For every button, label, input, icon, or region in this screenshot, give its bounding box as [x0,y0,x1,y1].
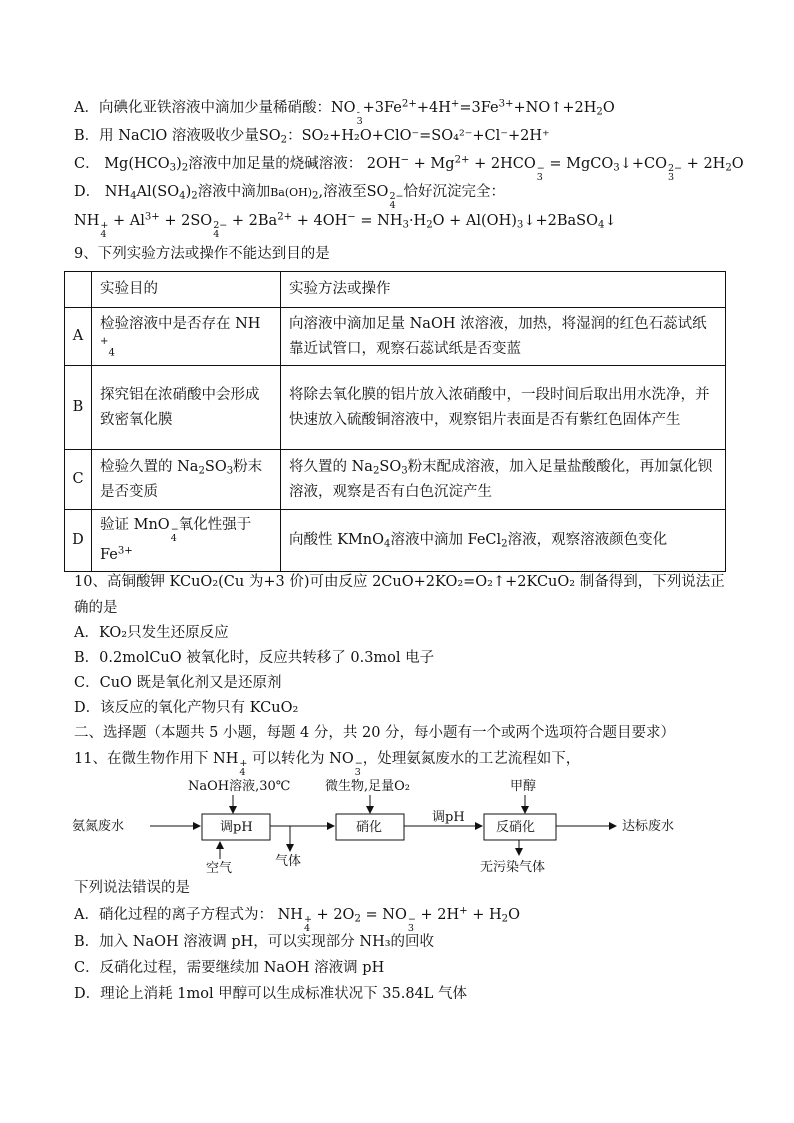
q10-stem-line1: 10、高铜酸钾 KCuO₂(Cu 为+3 价)可由反应 2CuO+2KO₂=O₂↑+2KCuO₂ 制备得到，下列说法正 [74,574,725,590]
table-row [65,450,726,510]
table-row [65,272,726,308]
q8-b-eq: ：SO₂+H₂O+ClO⁻=SO₄²⁻+Cl⁻+2H⁺ [287,128,550,144]
row-goal: 检验久置的 $Na_2SO_3$粉末是否变质 [92,450,281,510]
table-cell [65,272,92,308]
table-row [65,308,726,366]
row-method-pre: 将久置的 Na [289,458,373,475]
row-goal-post: 粉末是否变质 [100,458,263,500]
q11-option-b: B．加入 NaOH 溶液调 pH，可以实现部分 NH₃的回收 [74,934,435,950]
q11-stem-post: ，处理氨氮废水的工艺流程如下， [362,751,581,767]
row-label: C [65,450,92,510]
q8-d-text2: ,溶液至 [318,184,367,200]
flow-output-label: 达标废水 [622,819,675,834]
q11-flow-diagram [70,775,730,875]
q11-option-c: C．反硝化过程，需要继续加 NaOH 溶液调 pH [74,960,385,976]
flow-box-3-label: 反硝化 [496,820,536,835]
flow-top-label-3: 甲醇 [510,779,537,794]
row-method: 向酸性 KMnO$_4$溶液中滴加 FeCl$_2$溶液，观察溶液颜色变化 [281,510,726,572]
row-goal-pre: 验证 MnO [100,517,170,533]
row-method: 将久置的 $Na_2SO_3$粉末配成溶液，加入足量盐酸酸化，再加氯化钡溶液，观察是否有白色沉淀产生 [281,450,726,510]
row-method-post: 溶液，观察溶液颜色变化 [507,532,668,549]
q10-option-d: D．该反应的氧化产物只有 KCuO₂ [74,700,299,716]
row-goal: 探究铝在浓硝酸中会形成致密氧化膜 [92,366,281,450]
q11-option-a: A．硝化过程的离子方程式为： NH + 4 + $2O_2$ = NO − 3 + $2H^+ + H_2O$ [74,905,520,934]
q10-option-a: A．KO₂只发生还原反应 [74,625,229,641]
row-goal-pre: 检验久置的 Na [100,458,199,475]
q8-option-c: C． $Mg(HCO_3)_2$溶液中加足量的烧碱溶液： $2OH^- + Mg^{2+} + 2HCO$ − 3 = MgCO$_3$↓+CO 2− 3 + $2H_2O$ [74,154,744,183]
flow-bottom-label-air: 空气 [206,861,233,875]
q9-stem: 9、下列实验方法或操作不能达到目的是 [74,246,330,262]
q11-after-diagram: 下列说法错误的是 [74,880,190,896]
q10-option-c: C．CuO 既是氧化剂又是还原剂 [74,675,282,691]
q10-option-b: B．0.2molCuO 被氧化时，反应共转移了 0.3mol 电子 [74,650,435,666]
row-label: A [65,308,92,366]
q11-a-pre: A．硝化过程的离子方程式为： [74,907,273,923]
flow-top-label-1: NaOH溶液,30℃ [188,779,291,794]
section-2-heading: 二、选择题（本题共 5 小题，每题 4 分，共 20 分，每小题有一个或两个选项符合题目要求） [74,725,676,741]
q8-d-text1: 溶液中滴加 [197,184,271,200]
q8-d-text3: 恰好沉淀完全： [403,184,506,200]
row-goal-post: 氧化性强于 [178,517,252,533]
row-method-mid: 溶液中滴加 FeCl [390,532,502,549]
flow-box-1-label: 调pH [220,820,253,835]
q10-stem-line2: 确的是 [74,600,118,616]
table-row [65,510,726,572]
q8-c-text: 溶液中加足量的烧碱溶液： [188,156,363,172]
row-goal-text: 检验溶液中是否存在 NH [100,315,261,332]
flow-bottom-label-gas: 气体 [275,854,302,869]
table-row [65,366,726,450]
q8-option-a: A．向碘化亚铁溶液中滴加少量稀硝酸：NO - 3 $+3Fe^{2+}+4H^+=3Fe^{3+}+NO↑+2H_2O$ [74,98,615,127]
row-goal: 验证 MnO − 4 氧化性强于 $Fe^{3+}$ [92,510,281,572]
row-method-post: 粉末配成溶液，加入足量盐酸酸化，再加氯化钡溶液，观察是否有白色沉淀产生 [289,458,713,500]
flow-bottom-label-clean-gas: 无污染气体 [480,860,546,875]
row-method-pre: 向酸性 KMnO [289,532,385,549]
flow-between-label: 调pH [432,810,465,825]
q8-b-label: B．用 NaClO 溶液吸收少量 [74,128,259,144]
flow-input-label: 氨氮废水 [72,819,125,834]
flow-top-label-2: 微生物,足量O₂ [325,779,411,794]
q8-option-d: D． $NH_4Al(SO_4)_2$溶液中滴加$Ba(OH)_2$,溶液至SO 2− 4 恰好沉淀完全： [74,184,506,211]
row-method: 将除去氧化膜的铝片放入浓硝酸中，一段时间后取出用水洗净，并快速放入硫酸铜溶液中，观察铝片表面是否有紫红色固体产生 [281,366,726,450]
row-label: D [65,510,92,572]
q11-stem-mid: 可以转化为 [252,751,325,767]
q11-stem-pre: 11、在微生物作用下 [74,751,209,767]
q8-a-eq-tail: +NO↑+2H [513,100,597,116]
q8-option-b: B．用 NaClO 溶液吸收少量$SO_2$：SO₂+H₂O+ClO⁻=SO₄²⁻+Cl⁻+2H⁺ [74,128,550,146]
row-method: 向溶液中滴加足量 NaOH 浓溶液，加热，将湿润的红色石蕊试纸靠近试管口，观察石蕊试纸是否变蓝 [281,308,726,366]
table-header-method: 实验方法或操作 [281,272,726,308]
q8-a-label: A．向碘化亚铁溶液中滴加少量稀硝酸： [74,100,331,116]
q11-option-d: D．理论上消耗 1mol 甲醇可以生成标准状况下 35.84L 气体 [74,986,468,1002]
q11-stem: 11、在微生物作用下 NH + 4 可以转化为 NO − 3 ，处理氨氮废水的工艺流程如下， [74,751,581,778]
flow-box-2-label: 硝化 [356,820,383,835]
row-goal: 检验溶液中是否存在 NH +$_4$ [92,308,281,366]
q9-table [64,271,726,572]
table-header-goal: 实验目的 [92,272,281,308]
row-label: B [65,366,92,450]
q8-option-d-equation: NH + 4 + $Al^{3+} + 2SO$ 2− 4 + $2Ba^{2+} + 4OH^- = NH_3\cdot H_2O$ + $Al(OH)_3↓+2BaSO_4↓$ [74,211,617,240]
